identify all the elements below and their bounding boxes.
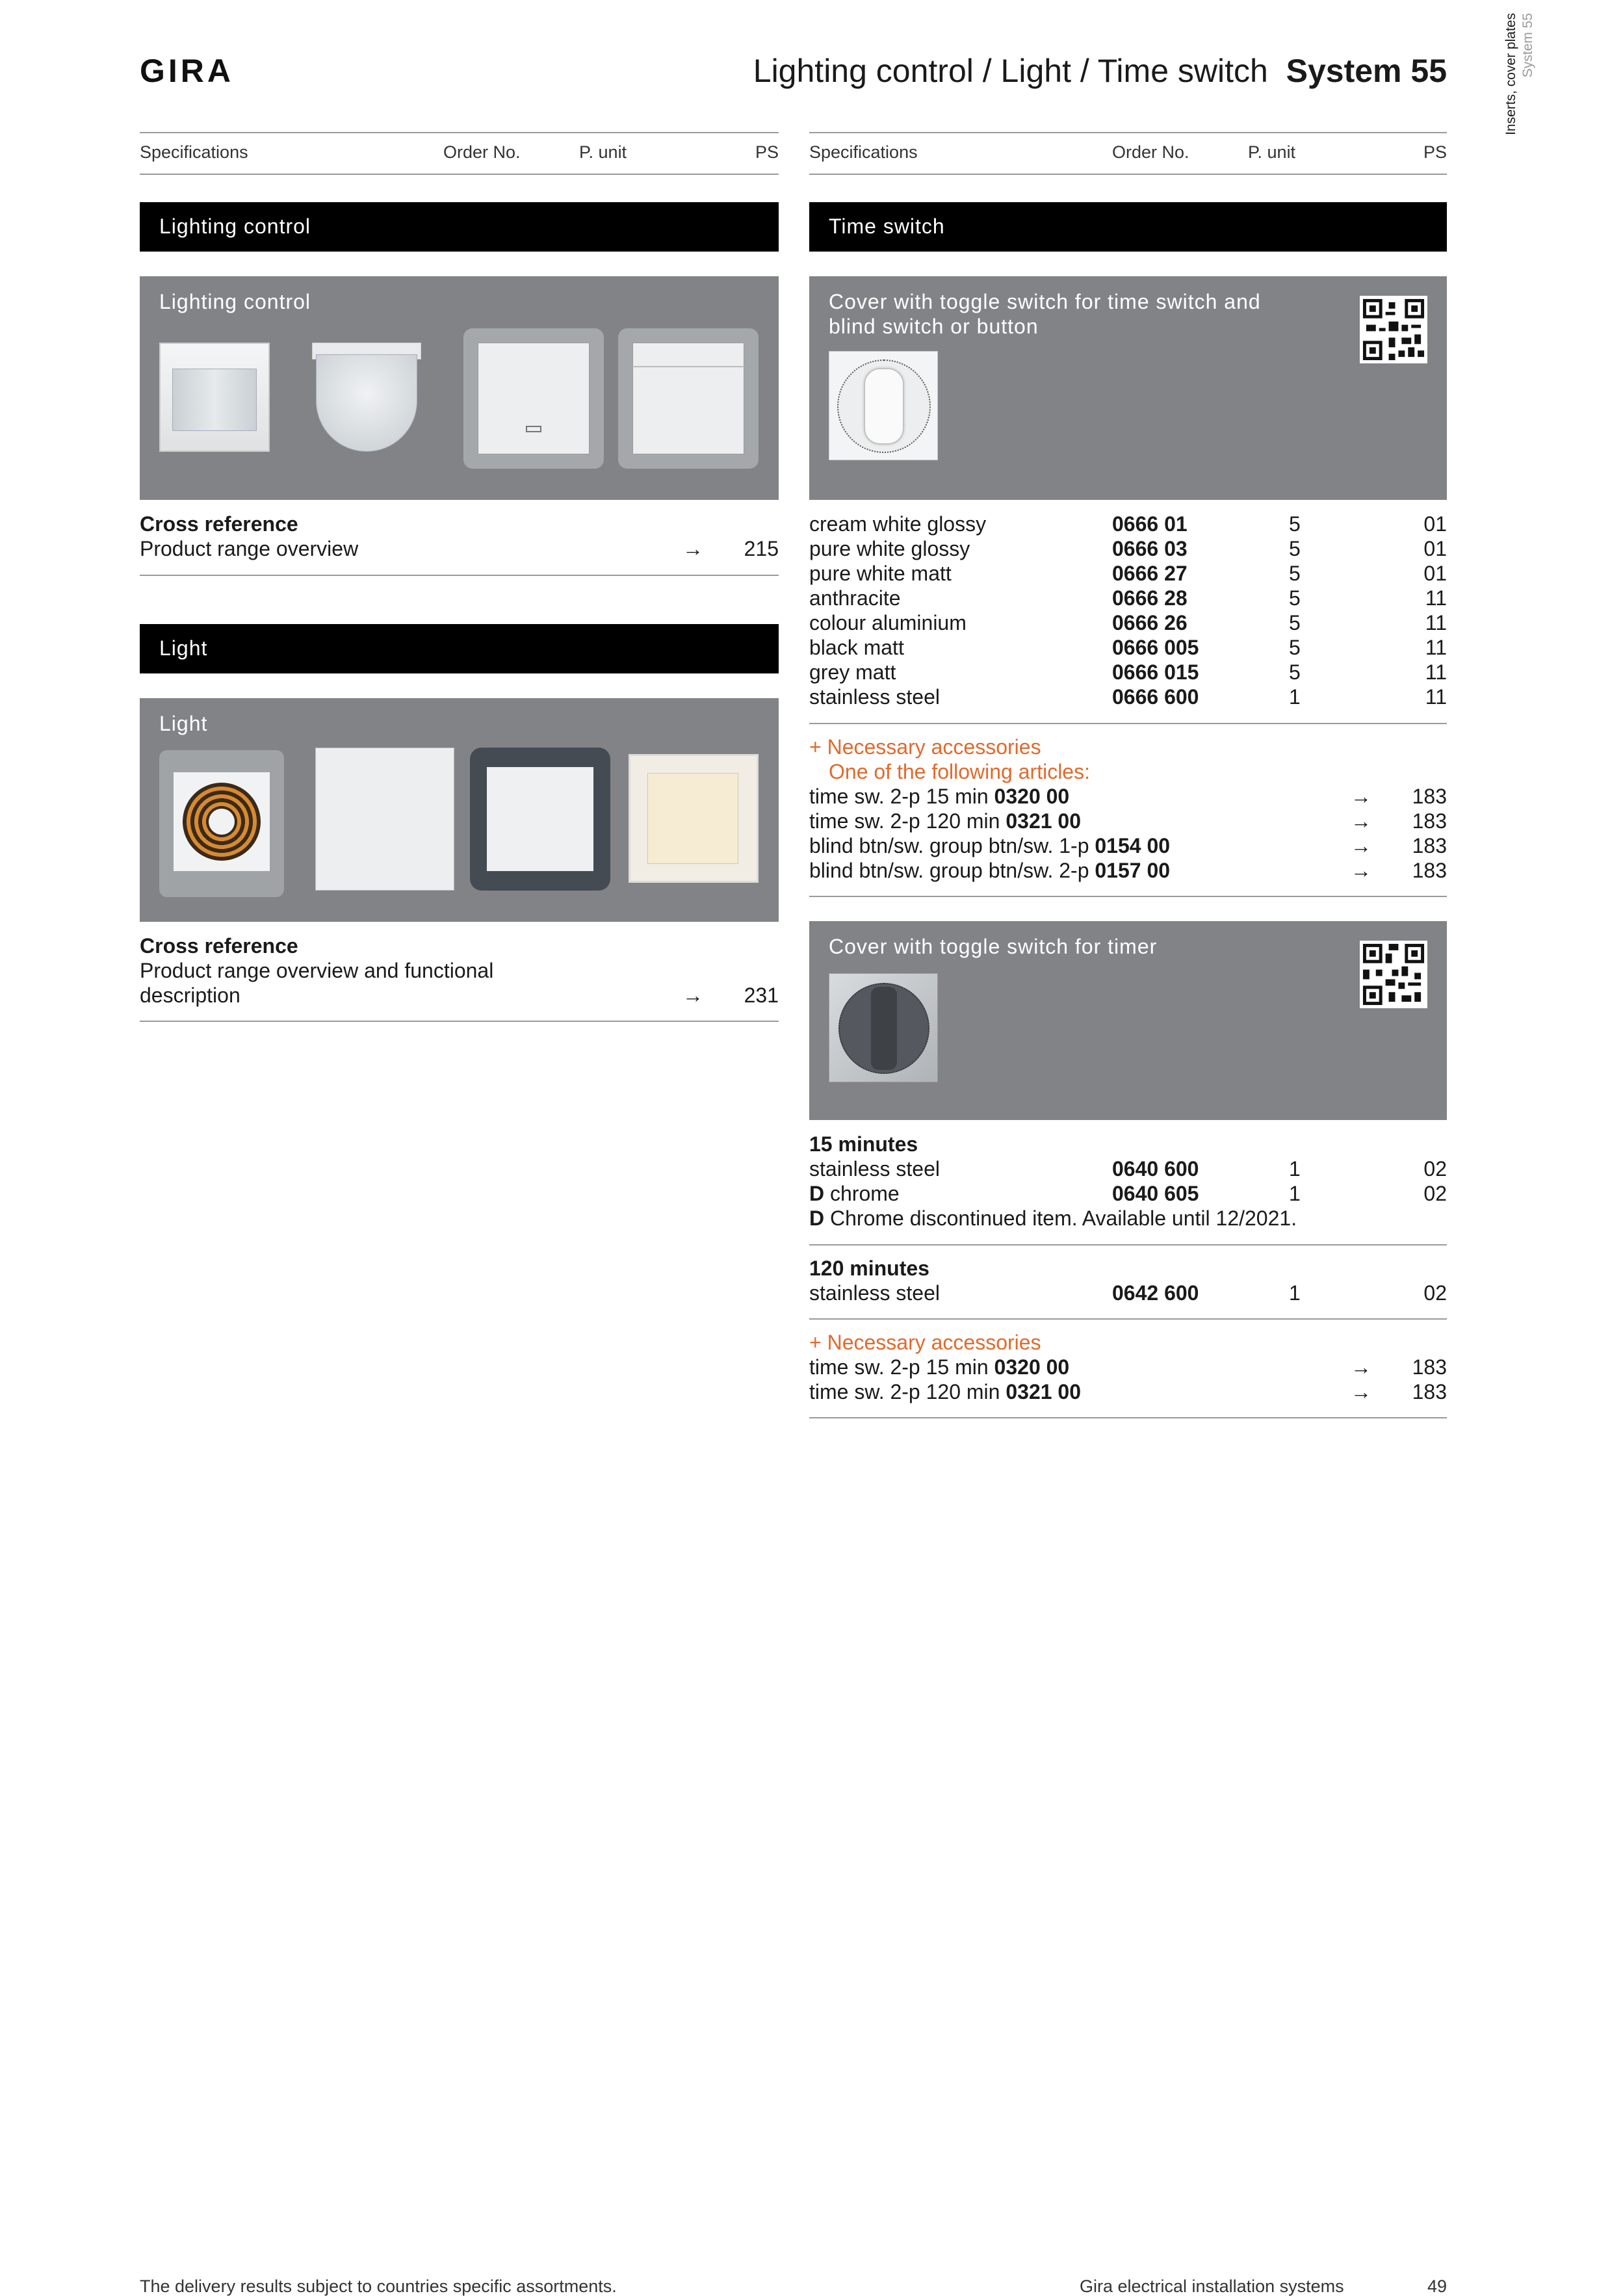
accessories-title: Necessary accessories: [827, 735, 1041, 759]
variant-order-number[interactable]: 0640 600: [1112, 1157, 1199, 1181]
divider: [140, 1021, 779, 1022]
sensor-insert-lcd-image: [618, 328, 759, 469]
variant-ps: 11: [1425, 611, 1447, 634]
necessary-accessories-heading: [809, 1330, 1041, 1355]
variant-ps: 01: [1423, 537, 1447, 560]
variant-ps: 11: [1425, 685, 1447, 709]
arrow-icon: →: [1351, 859, 1371, 882]
variant-pack-unit: 1: [1289, 1157, 1301, 1181]
arrow-icon: →: [1351, 1380, 1371, 1403]
variant-order-number[interactable]: 0666 600: [1112, 685, 1199, 709]
panel-title: Cover with toggle switch for timer: [829, 935, 1158, 958]
accessory-page-number[interactable]: 183: [1412, 834, 1447, 857]
arrow-icon: →: [1351, 809, 1371, 833]
arrow-icon: →: [1351, 785, 1371, 808]
timer-120-heading: 120 minutes: [809, 1257, 929, 1280]
page-title-prefix: Lighting control / Light / Time switch: [753, 53, 1268, 89]
side-tab-line1: Inserts, cover plates: [1503, 13, 1518, 135]
left-column-header: [140, 132, 779, 175]
col-spec: Specifications: [140, 142, 248, 162]
accessory-item[interactable]: [809, 809, 1081, 833]
panel-title-line2: blind switch or button: [829, 315, 1039, 338]
panel-title: Lighting control: [159, 290, 311, 313]
footer-brand: Gira electrical installation systems: [1080, 2276, 1344, 2296]
ref-page-number[interactable]: 231: [744, 984, 779, 1007]
accessory-item[interactable]: [809, 1355, 1069, 1379]
variant-order-number[interactable]: 0666 28: [1112, 586, 1188, 610]
page-number: 49: [1427, 2276, 1447, 2296]
variant-pack-unit: 5: [1289, 636, 1301, 659]
plus-icon: +: [809, 1331, 822, 1354]
variant-pack-unit: 1: [1289, 1182, 1301, 1205]
timer-variant-name: [809, 1156, 940, 1181]
light-cover-image: [315, 748, 454, 891]
variant-pack-unit: 1: [1289, 1281, 1301, 1305]
led-insert-image: [159, 750, 284, 897]
divider: [809, 1244, 1447, 1246]
discontinued-note: [809, 1206, 1297, 1231]
variant-ps: 02: [1423, 1157, 1447, 1181]
variant-order-number[interactable]: 0640 605: [1112, 1182, 1199, 1205]
col-ps: PS: [755, 142, 779, 162]
discontinued-text: Chrome discontinued item. Available until 12/2021.: [824, 1207, 1297, 1230]
product-panel-time-switch: [809, 276, 1447, 500]
necessary-accessories-heading: [809, 735, 1041, 759]
ref-page-number[interactable]: 215: [744, 537, 779, 560]
cross-reference-link-line1[interactable]: Product range overview and functional: [140, 959, 494, 982]
divider: [140, 575, 779, 576]
variant-name: anthracite: [809, 586, 901, 610]
variant-order-number[interactable]: 0666 005: [1112, 636, 1199, 659]
motion-detector-dome-image: [312, 343, 421, 452]
accessory-page-number[interactable]: 183: [1412, 785, 1447, 808]
divider: [809, 1318, 1447, 1320]
sensor-insert-image: [463, 328, 604, 469]
accessory-text: time sw. 2-p 120 min: [809, 809, 1006, 833]
variant-pack-unit: 5: [1289, 611, 1301, 634]
variant-pack-unit: 5: [1289, 660, 1301, 684]
variant-ps: 01: [1423, 562, 1447, 585]
timer-variant-name: [809, 1181, 900, 1206]
brand-logo: GIRA: [140, 53, 234, 89]
accessory-item[interactable]: [809, 858, 1170, 883]
variant-ps: 11: [1425, 660, 1447, 684]
page-title: [753, 52, 1447, 90]
light-cover-cream-image: [629, 754, 759, 883]
accessory-text: time sw. 2-p 120 min: [809, 1380, 1006, 1403]
variant-order-number[interactable]: 0666 27: [1112, 562, 1188, 585]
variant-name: cream white glossy: [809, 512, 987, 536]
arrow-icon: →: [682, 537, 703, 560]
accessories-title: Necessary accessories: [827, 1331, 1041, 1354]
panel-title: [829, 289, 1261, 339]
accessory-order-number[interactable]: 0320 00: [994, 1355, 1070, 1379]
accessory-page-number[interactable]: 183: [1412, 1355, 1447, 1379]
panel-title: Light: [159, 712, 208, 735]
variant-name: pure white matt: [809, 562, 952, 585]
arrow-icon: →: [1351, 1355, 1371, 1379]
discontinued-marker: D: [809, 1207, 825, 1230]
accessory-page-number[interactable]: 183: [1412, 1380, 1447, 1403]
variant-ps: 02: [1423, 1182, 1447, 1205]
light-insert-dark-image: [470, 748, 610, 891]
timer-15-heading: 15 minutes: [809, 1132, 918, 1156]
accessory-text: time sw. 2-p 15 min: [809, 785, 994, 808]
page-title-system: System 55: [1286, 53, 1447, 89]
side-tab-line2: System 55: [1520, 13, 1535, 78]
variant-name: stainless steel: [809, 1157, 940, 1181]
variant-order-number[interactable]: 0666 015: [1112, 660, 1199, 684]
accessory-order-number[interactable]: 0157 00: [1095, 859, 1171, 882]
panel-title-line1: Cover with toggle switch for time switch and: [829, 290, 1261, 313]
accessory-item[interactable]: [809, 784, 1069, 809]
qr-code-icon[interactable]: [1360, 296, 1427, 363]
divider: [809, 723, 1447, 724]
accessory-page-number[interactable]: 183: [1412, 809, 1447, 833]
variant-name: black matt: [809, 636, 904, 659]
accessory-order-number[interactable]: 0321 00: [1006, 809, 1082, 833]
accessories-subtitle: One of the following articles:: [829, 760, 1090, 783]
accessory-order-number[interactable]: 0320 00: [994, 785, 1070, 808]
time-switch-dial-image: [829, 351, 938, 460]
right-column-header: [809, 132, 1447, 175]
footer-note: The delivery results subject to countries specific assortments.: [140, 2276, 617, 2296]
col-order: Order No.: [443, 142, 521, 162]
variant-name: colour aluminium: [809, 611, 967, 634]
accessory-page-number[interactable]: 183: [1412, 859, 1447, 882]
variant-order-number[interactable]: 0642 600: [1112, 1281, 1199, 1305]
motion-detector-flat-image: [159, 343, 270, 452]
cross-reference-link[interactable]: Product range overview: [140, 537, 359, 560]
divider: [809, 1417, 1447, 1418]
accessory-order-number[interactable]: 0154 00: [1095, 834, 1171, 857]
col-spec: Specifications: [809, 142, 918, 162]
accessory-item[interactable]: [809, 1379, 1081, 1404]
variant-ps: 01: [1423, 512, 1447, 536]
product-panel-lighting-control: [140, 276, 779, 500]
variant-pack-unit: 5: [1289, 512, 1301, 536]
accessory-order-number[interactable]: 0321 00: [1006, 1380, 1082, 1403]
variant-order-number[interactable]: 0666 03: [1112, 537, 1188, 560]
arrow-icon: →: [682, 984, 703, 1007]
accessory-text: blind btn/sw. group btn/sw. 2-p: [809, 859, 1095, 882]
discontinued-marker: D: [809, 1182, 825, 1205]
accessory-text: blind btn/sw. group btn/sw. 1-p: [809, 834, 1095, 857]
variant-name: stainless steel: [809, 1281, 940, 1305]
divider: [809, 896, 1447, 897]
product-panel-timer: [809, 921, 1447, 1120]
variant-ps: 11: [1425, 586, 1447, 610]
variant-ps: 11: [1425, 636, 1447, 659]
cross-reference-label: Cross reference: [140, 934, 298, 958]
variant-pack-unit: 1: [1289, 685, 1301, 709]
col-order: Order No.: [1112, 142, 1189, 162]
cross-reference-label: Cross reference: [140, 512, 298, 536]
accessory-text: time sw. 2-p 15 min: [809, 1355, 994, 1379]
plus-icon: +: [809, 735, 822, 759]
qr-code-icon[interactable]: [1360, 941, 1427, 1008]
variant-name: stainless steel: [809, 685, 940, 709]
section-bar-time-switch: Time switch: [809, 202, 1447, 252]
variant-order-number[interactable]: 0666 26: [1112, 611, 1188, 634]
cross-reference-link-line2[interactable]: description: [140, 984, 240, 1007]
side-tab[interactable]: [1503, 13, 1542, 169]
variant-pack-unit: 5: [1289, 562, 1301, 585]
variant-pack-unit: 5: [1289, 586, 1301, 610]
arrow-icon: →: [1351, 834, 1371, 857]
variant-name: pure white glossy: [809, 537, 970, 560]
variant-name: chrome: [824, 1182, 900, 1205]
timer-dial-image: [829, 973, 938, 1082]
accessory-item[interactable]: [809, 833, 1170, 858]
variant-order-number[interactable]: 0666 01: [1112, 512, 1188, 536]
section-bar-lighting-control: Lighting control: [140, 202, 779, 252]
side-tab-label: [1503, 13, 1537, 169]
col-unit: P. unit: [579, 142, 627, 162]
variant-pack-unit: 5: [1289, 537, 1301, 560]
variant-name: grey matt: [809, 660, 896, 684]
col-unit: P. unit: [1248, 142, 1296, 162]
variant-ps: 02: [1423, 1281, 1447, 1305]
section-bar-light: Light: [140, 624, 779, 673]
product-panel-light: [140, 698, 779, 922]
col-ps: PS: [1423, 142, 1447, 162]
